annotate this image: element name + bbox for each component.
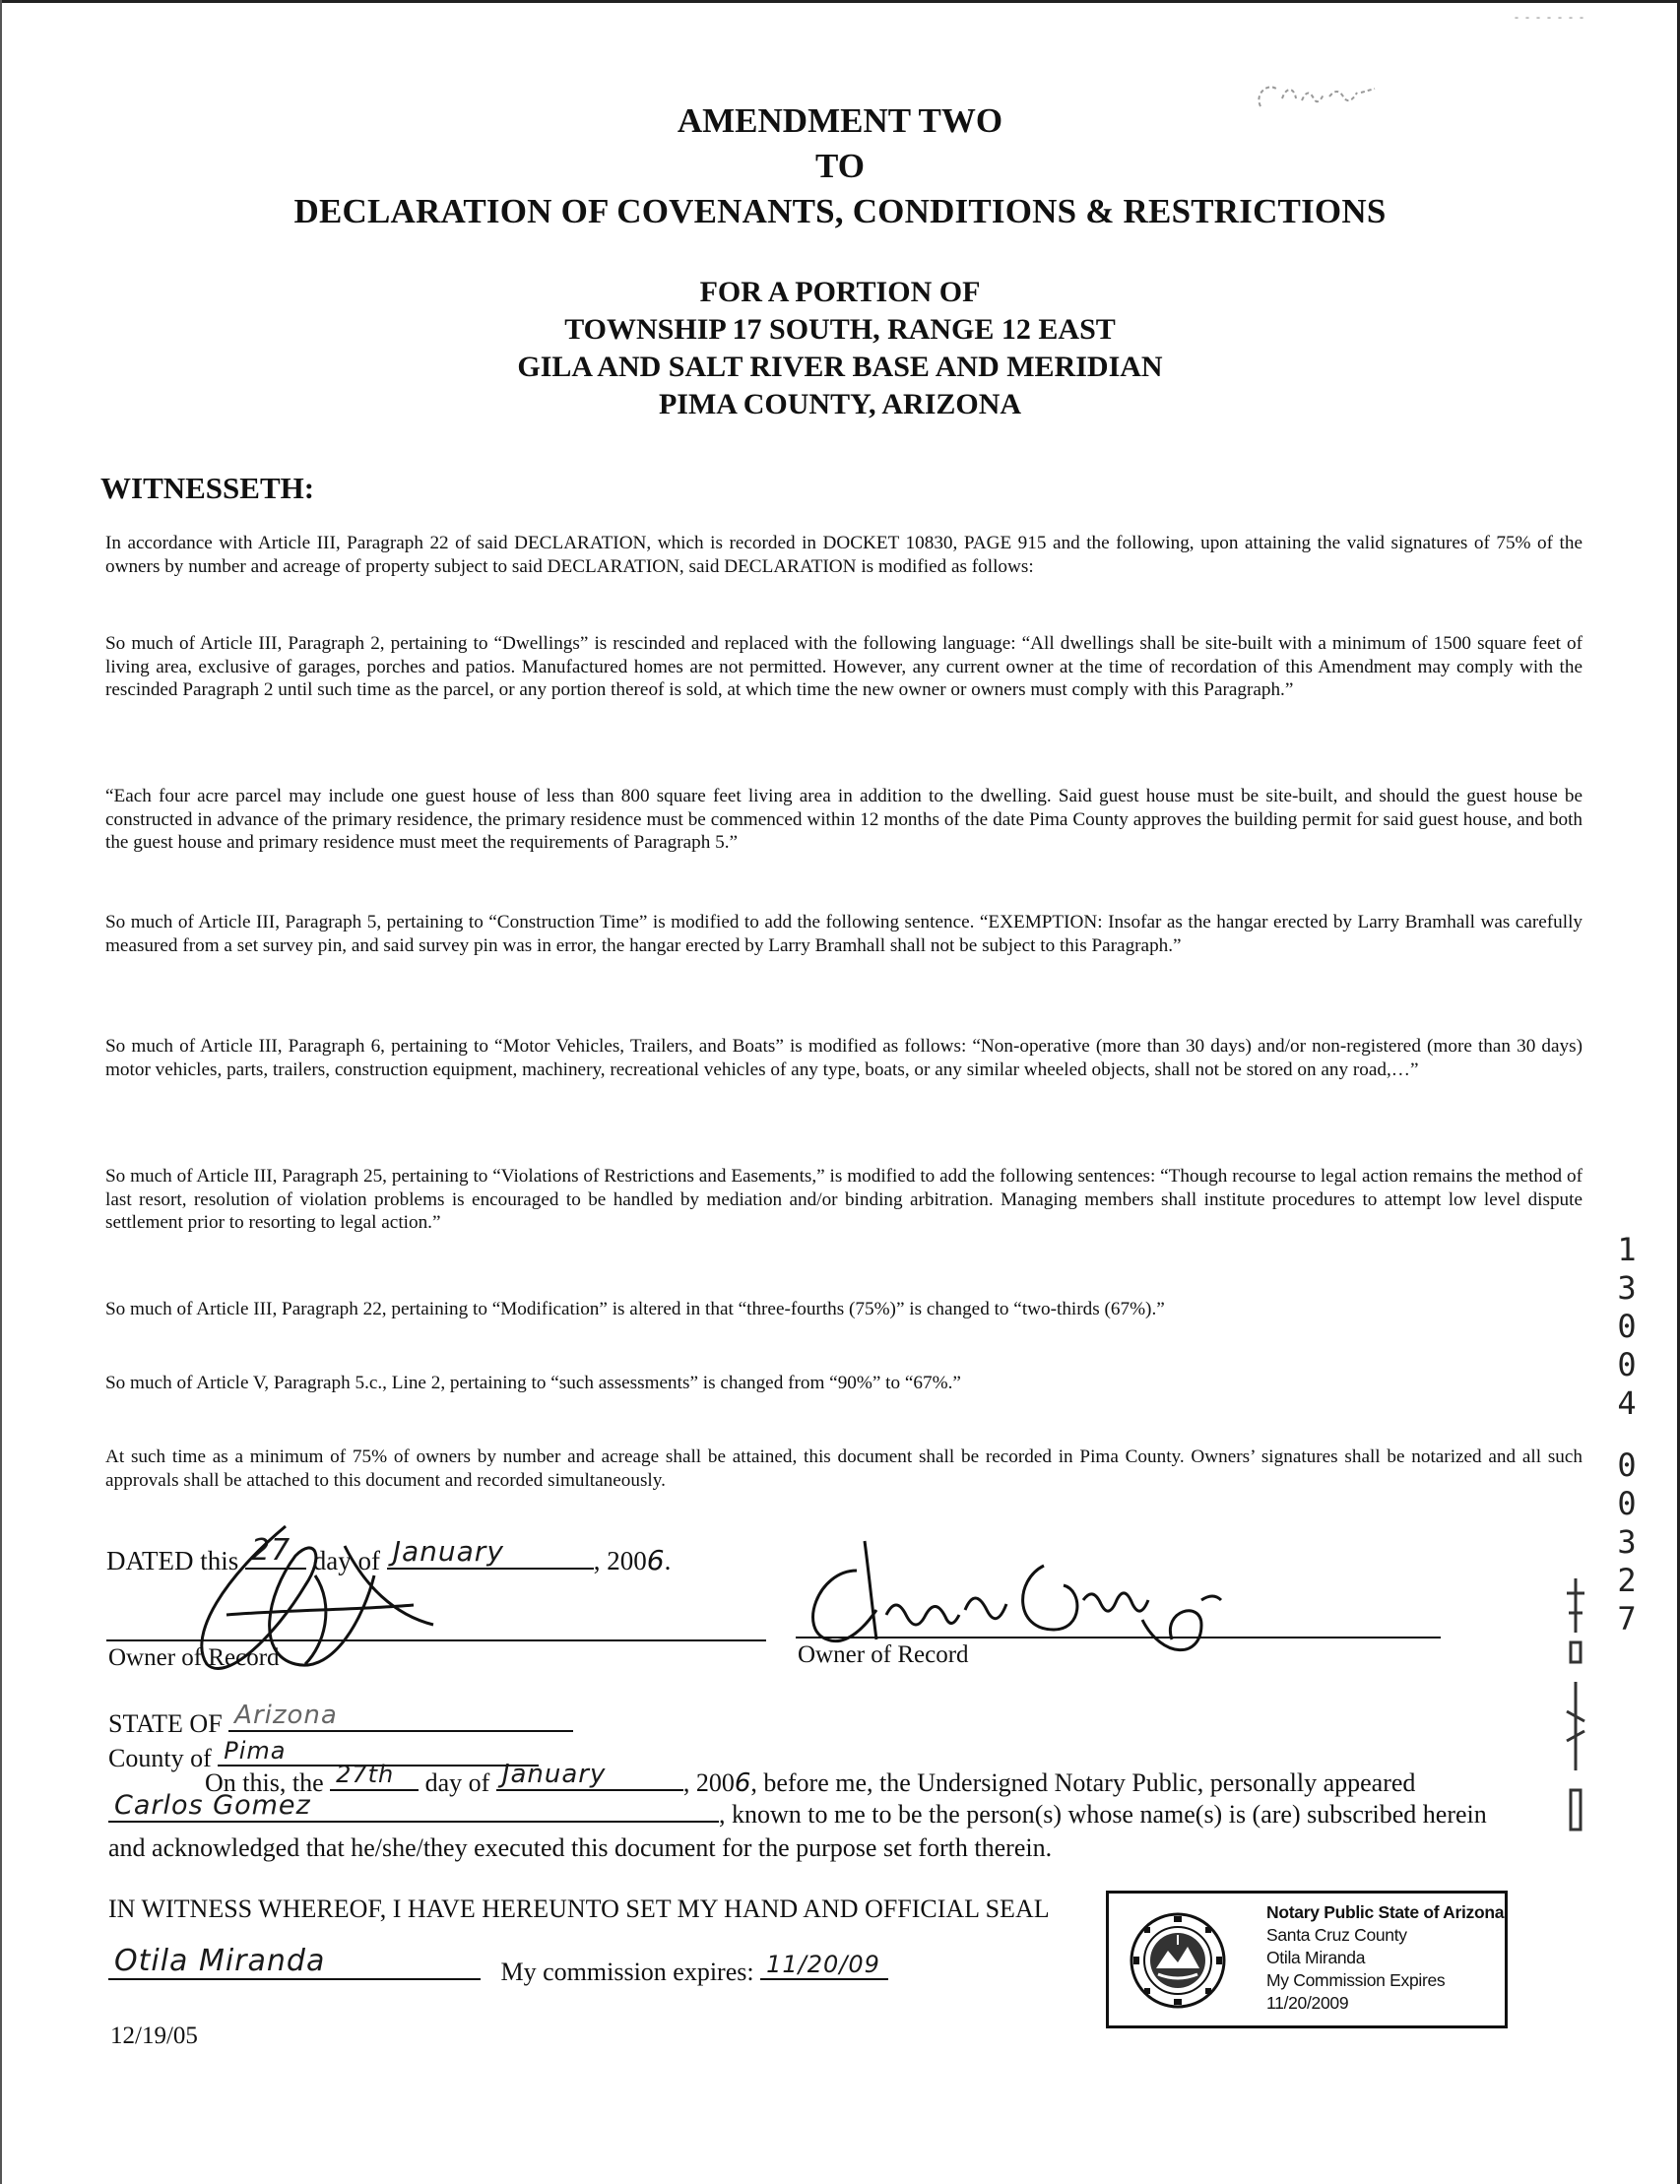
paragraph-construction-time: So much of Article III, Paragraph 5, pertaining to “Construction Time” is modified to add the following sentence. “EXEMPTION: Insofar as the hangar erected by Larry Bramhall was carefully measured from a set survey pin, and said survey pin was in error, the hangar erected by Larry Bramhall shall not be subject to this Paragraph.” <box>105 912 1583 956</box>
recording-digit: 0 <box>1617 1308 1637 1345</box>
handwritten-year: 6 <box>646 1544 665 1576</box>
recording-number <box>1607 1231 1647 1638</box>
dated-year-prefix: 200 <box>607 1546 647 1575</box>
recording-digit: 3 <box>1617 1269 1637 1307</box>
owner-of-record-label-left: Owner of Record <box>108 1644 280 1671</box>
notary-month-blank <box>496 1760 683 1791</box>
stamp-line: 11/20/2009 <box>1266 1993 1349 2013</box>
paragraph-assessments: So much of Article V, Paragraph 5.c., Line 2, pertaining to “such assessments” is changed from “90%” to “67%.” <box>105 1373 961 1393</box>
notary-line-3: and acknowledged that he/she/they executed this document for the purpose set forth therein. <box>108 1833 1053 1862</box>
document-subtitle <box>0 274 1680 423</box>
recording-digit: 2 <box>1617 1562 1637 1599</box>
handwritten-notary-month: January <box>501 1760 607 1789</box>
subtitle-line: TOWNSHIP 17 SOUTH, RANGE 12 EAST <box>564 313 1116 346</box>
subtitle-line: FOR A PORTION OF <box>699 276 981 308</box>
paragraph-intro: In accordance with Article III, Paragraph 22 of said DECLARATION, which is recorded in DOCKET 10830, PAGE 915 and the following, upon attaining the valid signatures of 75% of the owners by number and acreage of property subject to said DECLARATION, said DECLARATION is modified as follows: <box>105 533 1583 577</box>
subtitle-line: PIMA COUNTY, ARIZONA <box>658 388 1022 420</box>
before-me-text: , before me, the Undersigned Notary Public, personally appeared <box>750 1768 1416 1797</box>
recording-digit: 7 <box>1617 1600 1637 1638</box>
stamp-line: Otila Miranda <box>1266 1948 1366 1967</box>
recording-digit: 0 <box>1617 1485 1637 1522</box>
on-this-text: On this, the <box>205 1768 324 1797</box>
handwritten-month: January <box>392 1535 504 1568</box>
state-line <box>108 1701 573 1739</box>
known-text: , known to me to be the person(s) whose name(s) is (are) subscribed herein <box>719 1800 1487 1829</box>
paragraph-motor-vehicles: So much of Article III, Paragraph 6, pertaining to “Motor Vehicles, Trailers, and Boats” is modified as follows: “Non-operative (more than 30 days) and/or non-registered (more than 30 days) motor vehicles, parts, trailers, construction equipment, machinery, recreational vehicles of any type, boats, or any similar wheeled objects, shall not be stored on any road,…” <box>105 1036 1583 1080</box>
recording-digit: 4 <box>1617 1384 1637 1422</box>
notary-signature: Otila Miranda <box>114 1944 326 1978</box>
notary-stamp <box>1106 1891 1508 2028</box>
owner-of-record-label-right: Owner of Record <box>798 1641 969 1668</box>
dated-day-suffix: day of <box>312 1546 380 1575</box>
paragraph-recording: At such time as a minimum of 75% of owners by number and acreage shall be attained, this document shall be recorded in Pima County. Owners’ signatures shall be notarized and all such approvals shall be attached to this document and recorded simultaneously. <box>105 1446 1583 1491</box>
state-blank <box>228 1701 573 1732</box>
paragraph-dwellings: So much of Article III, Paragraph 2, pertaining to “Dwellings” is rescinded and replaced with the following language: “All dwellings shall be site-built with a minimum of 1500 square feet of living area, exclusive of garages, porches and patios. Manufactured homes are not permitted. However, any current owner at the time of recordation of this Amendment may comply with the rescinded Paragraph 2 until such time as the parcel, or any portion thereof is sold, at which time the new owner or owners must comply with this Paragraph.” <box>105 633 1583 700</box>
day-of-text: day of <box>424 1768 490 1797</box>
witnesseth-heading: WITNESSETH: <box>100 471 315 505</box>
commission-label: My commission expires: <box>500 1958 754 1986</box>
handwritten-state: Arizona <box>234 1701 338 1730</box>
title-line: DECLARATION OF COVENANTS, CONDITIONS & RESTRICTIONS <box>293 192 1387 230</box>
commission-line <box>108 1944 888 1987</box>
appeared-name-blank <box>108 1790 719 1823</box>
signature-line-right <box>796 1635 1441 1638</box>
recording-digit: 0 <box>1617 1346 1637 1383</box>
notary-line-2 <box>108 1790 1487 1830</box>
recording-digit: 0 <box>1617 1446 1637 1484</box>
witness-whereof-text: IN WITNESS WHEREOF, I HAVE HEREUNTO SET MY HAND AND OFFICIAL SEAL <box>108 1895 1050 1923</box>
dated-line: DATED this 27 day of January , 2006. <box>106 1533 672 1576</box>
stamp-line: Santa Cruz County <box>1266 1925 1407 1945</box>
stamp-line: Notary Public State of Arizona <box>1266 1902 1505 1922</box>
subtitle-line: GILA AND SALT RIVER BASE AND MERIDIAN <box>517 351 1163 383</box>
notary-line-1: On this, the 27th day of January , 2006, before me, the Undersigned Notary Public, personally appeared <box>205 1760 1416 1798</box>
scan-artifact: - - - - - - - <box>1515 10 1585 24</box>
dated-prefix: DATED this <box>106 1546 239 1575</box>
margin-scribble-mark <box>1561 1574 1590 1839</box>
recording-gap <box>1607 1423 1647 1446</box>
paragraph-guest-house: “Each four acre parcel may include one guest house of less than 800 square feet living area in addition to the dwelling. Said guest house must be site-built, and should the guest house be constructed in advance of the primary residence, the primary residence must be commenced within 12 months of the date Pima County approves the building permit for said guest house, and both the guest house and primary residence must meet the requirements of Paragraph 5.” <box>105 786 1583 853</box>
handwritten-appeared-name: Carlos Gomez <box>114 1790 311 1821</box>
stamp-text <box>1266 1901 1504 2015</box>
notary-signature-blank <box>108 1944 481 1980</box>
title-line: TO <box>815 147 865 185</box>
handwritten-notary-year: 6 <box>734 1768 751 1798</box>
handwritten-day: 27 <box>251 1533 291 1568</box>
scan-edge <box>0 0 1680 3</box>
state-label: STATE OF <box>108 1709 223 1738</box>
signature-line-left <box>106 1638 766 1641</box>
document-date-code: 12/19/05 <box>110 2023 198 2049</box>
recording-digit: 3 <box>1617 1523 1637 1561</box>
title-line: AMENDMENT TWO <box>677 101 1003 140</box>
recording-digit: 1 <box>1617 1231 1637 1268</box>
paragraph-modification: So much of Article III, Paragraph 22, pertaining to “Modification” is altered in that “three-fourths (75%)” is changed to “two-thirds (67%).” <box>105 1299 1165 1319</box>
notary-day-blank <box>330 1761 419 1791</box>
stamp-line: My Commission Expires <box>1266 1970 1446 1990</box>
handwritten-county: Pima <box>224 1737 287 1765</box>
commission-blank <box>760 1951 888 1980</box>
handwritten-commission-date: 11/20/09 <box>766 1951 880 1978</box>
county-label: County of <box>108 1744 212 1772</box>
paragraph-violations: So much of Article III, Paragraph 25, pertaining to “Violations of Restrictions and Easements,” is modified to add the following sentences: “Though recourse to legal action remains the method of last resort, resolution of violation problems is encouraged to be handled by mediation and/or binding arbitration. Managing members shall institute procedures to attempt low level dispute settlement prior to resorting to legal action.” <box>105 1166 1583 1233</box>
state-seal-icon <box>1129 1911 1227 2010</box>
dated-end: . <box>664 1546 672 1575</box>
notary-year-prefix: 200 <box>695 1768 735 1797</box>
handwritten-notary-day: 27th <box>336 1761 395 1788</box>
document-title <box>0 98 1680 234</box>
